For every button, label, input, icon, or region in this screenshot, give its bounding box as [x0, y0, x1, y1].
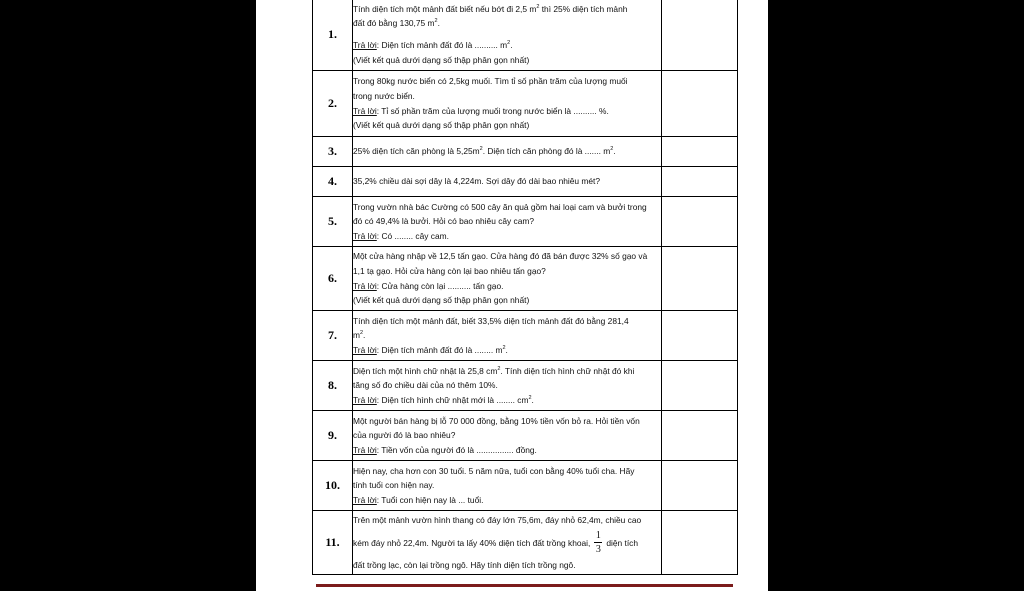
question-number: 9. [313, 411, 353, 461]
text-segment: : Diện tích mảnh đất đó là .......... m [376, 40, 508, 50]
text-segment: Trong 80kg nước biển có 2,5kg muối. Tìm tỉ số phần trăm của lượng muối [353, 76, 628, 87]
question-row [313, 511, 738, 575]
question-row [313, 0, 738, 71]
answer-cell[interactable] [662, 197, 738, 247]
answer-cell[interactable] [662, 311, 738, 361]
text-segment: tính tuổi con hiện nay. [353, 480, 435, 491]
question-row [313, 361, 738, 411]
question-content [353, 71, 662, 137]
answer-cell[interactable] [662, 0, 738, 71]
answer-line [353, 393, 661, 408]
question-number: 3. [313, 137, 353, 167]
question-text-line [353, 118, 661, 133]
question-text-line [353, 378, 661, 393]
answer-line [353, 229, 661, 244]
text-segment: Hiện nay, cha hơn con 30 tuổi. 5 năm nữa, tuổi con bằng 40% tuổi cha. Hãy [353, 465, 635, 476]
answer-cell[interactable] [662, 461, 738, 511]
question-text-line [353, 513, 661, 528]
question-text-line [353, 264, 661, 279]
question-content [353, 311, 662, 361]
answer-label: Trả lời [353, 444, 377, 455]
question-row [313, 71, 738, 137]
superscript: 2 [497, 365, 501, 372]
text-segment: . [531, 394, 534, 405]
text-segment: : Cửa hàng còn lại .......... tấn gạo. [376, 280, 504, 291]
fraction [594, 530, 602, 555]
text-segment: (Viết kết quả dưới dạng số thập phân gọn nhất) [353, 54, 530, 65]
question-content [353, 137, 662, 167]
fraction-bar [594, 542, 602, 543]
question-number: 5. [313, 197, 353, 247]
superscript: 2 [502, 345, 506, 351]
superscript: 2 [434, 18, 438, 25]
answer-label: Trả lời [353, 105, 377, 116]
text-segment: : Diện tích hình chữ nhật mới là ........ cm [376, 394, 529, 405]
question-number: 1. [313, 0, 353, 71]
question-text-line [353, 200, 661, 215]
text-segment: Một cửa hàng nhập về 12,5 tấn gạo. Cửa hàng đó đã bán được 32% số gạo và [353, 251, 648, 262]
text-segment: . Diện tích căn phòng đó là ....... m [482, 146, 611, 157]
text-segment: 25% diện tích căn phòng là 5,25m [353, 146, 480, 157]
footer-rule [316, 584, 733, 587]
superscript: 2 [359, 330, 364, 337]
superscript: 2 [536, 4, 540, 11]
question-content [353, 411, 662, 461]
text-segment: trong nước biển. [353, 90, 415, 101]
answer-label: Trả lời [353, 394, 377, 405]
text-segment: Tính diện tích một mảnh đất, biết 33,5% diện tích mảnh đất đó bằng 281,4 [353, 315, 629, 326]
text-segment: Tính diện tích một mảnh đất biết nếu bớt đi 2,5 m [353, 3, 537, 14]
text-segment: 1,1 tạ gạo. Hỏi cửa hàng còn lại bao nhiêu tấn gạo? [353, 265, 546, 276]
text-segment: . [363, 330, 366, 341]
question-row [313, 411, 738, 461]
text-segment: 35,2% chiều dài sợi dây là 4,224m. Sợi dây đó dài bao nhiêu mét? [353, 176, 601, 187]
question-content [353, 247, 662, 311]
question-number: 2. [313, 71, 353, 137]
question-number: 10. [313, 461, 353, 511]
answer-line [353, 38, 661, 53]
text-segment: tăng số đo chiều dài của nó thêm 10%. [353, 380, 498, 391]
question-content [353, 167, 662, 197]
answer-cell[interactable] [662, 247, 738, 311]
answer-line [353, 104, 661, 119]
document-page [256, 0, 768, 591]
answer-line [353, 279, 661, 294]
fraction-numerator: 1 [595, 530, 601, 541]
question-number: 6. [313, 247, 353, 311]
text-segment: . [510, 40, 513, 50]
question-text-line [353, 144, 661, 159]
answer-label: Trả lời [353, 280, 377, 291]
question-text-line [353, 2, 661, 17]
superscript: 2 [610, 146, 614, 153]
text-segment: : Tỉ số phần trăm của lượng muối trong nước biển là .......... %. [376, 105, 609, 116]
question-text-line [353, 414, 661, 429]
question-text-line [353, 16, 661, 31]
text-segment: Trong vườn nhà bác Cường có 500 cây ăn quả gồm hai loại cam và bưởi trong [353, 201, 647, 212]
question-row [313, 311, 738, 361]
answer-line [353, 493, 661, 508]
text-segment: . [613, 146, 616, 157]
question-content [353, 511, 662, 575]
question-text-line [353, 464, 661, 479]
question-number: 7. [313, 311, 353, 361]
answer-cell[interactable] [662, 511, 738, 575]
text-segment: (Viết kết quả dưới dạng số thập phân gọn nhất) [353, 120, 530, 131]
question-content [353, 197, 662, 247]
text-segment: của người đó là bao nhiêu? [353, 430, 456, 441]
question-row [313, 247, 738, 311]
answer-cell[interactable] [662, 361, 738, 411]
question-text-line [353, 558, 661, 573]
question-text-line [353, 53, 661, 68]
question-number: 4. [313, 167, 353, 197]
question-number: 8. [313, 361, 353, 411]
question-text-line [353, 364, 661, 379]
text-segment: . [437, 18, 440, 29]
answer-label: Trả lời [353, 344, 377, 355]
question-text-line [353, 174, 661, 189]
question-row [313, 167, 738, 197]
answer-line [353, 443, 661, 458]
questions-table [312, 0, 738, 575]
answer-line [353, 343, 661, 358]
question-text-line [353, 74, 661, 89]
text-segment: đó có 49,4% là bưởi. Hỏi có bao nhiêu cây cam? [353, 216, 535, 227]
answer-cell[interactable] [662, 71, 738, 137]
text-segment: đất trồng lạc, còn lại trồng ngô. Hãy tính diện tích trồng ngô. [353, 559, 576, 570]
text-segment: : Diện tích mảnh đất đó là ........ m [376, 344, 503, 355]
answer-cell[interactable] [662, 137, 738, 167]
question-text-line [353, 528, 661, 558]
question-text-line [353, 428, 661, 443]
text-segment: (Viết kết quả dưới dạng số thập phân gọn nhất) [353, 295, 530, 306]
text-segment: diện tích [606, 537, 639, 548]
text-segment: kém đáy nhỏ 22,4m. Người ta lấy 40% diện tích đất trồng khoai, [353, 537, 591, 548]
text-segment: . Tính diện tích hình chữ nhật đó khi [500, 365, 635, 376]
text-segment: đất đó bằng 130,75 m [353, 18, 435, 29]
question-content [353, 361, 662, 411]
superscript: 2 [528, 395, 532, 401]
text-segment: Một người bán hàng bị lỗ 70 000 đồng, bằng 10% tiền vốn bỏ ra. Hỏi tiền vốn [353, 415, 640, 426]
question-row [313, 197, 738, 247]
text-segment: : Tiền vốn của người đó là ................ đồng. [376, 444, 537, 455]
question-row [313, 137, 738, 167]
answer-cell[interactable] [662, 167, 738, 197]
superscript: 2 [479, 146, 483, 153]
text-segment: : Có ........ cây cam. [376, 230, 449, 241]
question-text-line [353, 293, 661, 308]
text-segment: : Tuổi con hiện nay là ... tuổi. [376, 494, 484, 505]
answer-label: Trả lời [353, 230, 377, 241]
question-text-line [353, 328, 661, 343]
text-segment: thì 25% diện tích mảnh [539, 3, 628, 14]
blank-line [353, 31, 661, 38]
text-segment: m [353, 330, 360, 341]
question-text-line [353, 214, 661, 229]
answer-cell[interactable] [662, 411, 738, 461]
fraction-denominator: 3 [595, 544, 601, 555]
superscript: 2 [507, 40, 511, 47]
question-row [313, 461, 738, 511]
answer-label: Trả lời [353, 40, 377, 50]
question-text-line [353, 89, 661, 104]
question-number: 11. [313, 511, 353, 575]
question-text-line [353, 478, 661, 493]
text-segment: . [505, 344, 508, 355]
question-text-line [353, 249, 661, 264]
question-content [353, 0, 662, 71]
question-text-line [353, 314, 661, 329]
question-content [353, 461, 662, 511]
text-segment: Diện tích một hình chữ nhật là 25,8 cm [353, 365, 498, 376]
text-segment: Trên một mảnh vườn hình thang có đáy lớn 75,6m, đáy nhỏ 62,4m, chiều cao [353, 514, 642, 525]
answer-label: Trả lời [353, 494, 377, 505]
